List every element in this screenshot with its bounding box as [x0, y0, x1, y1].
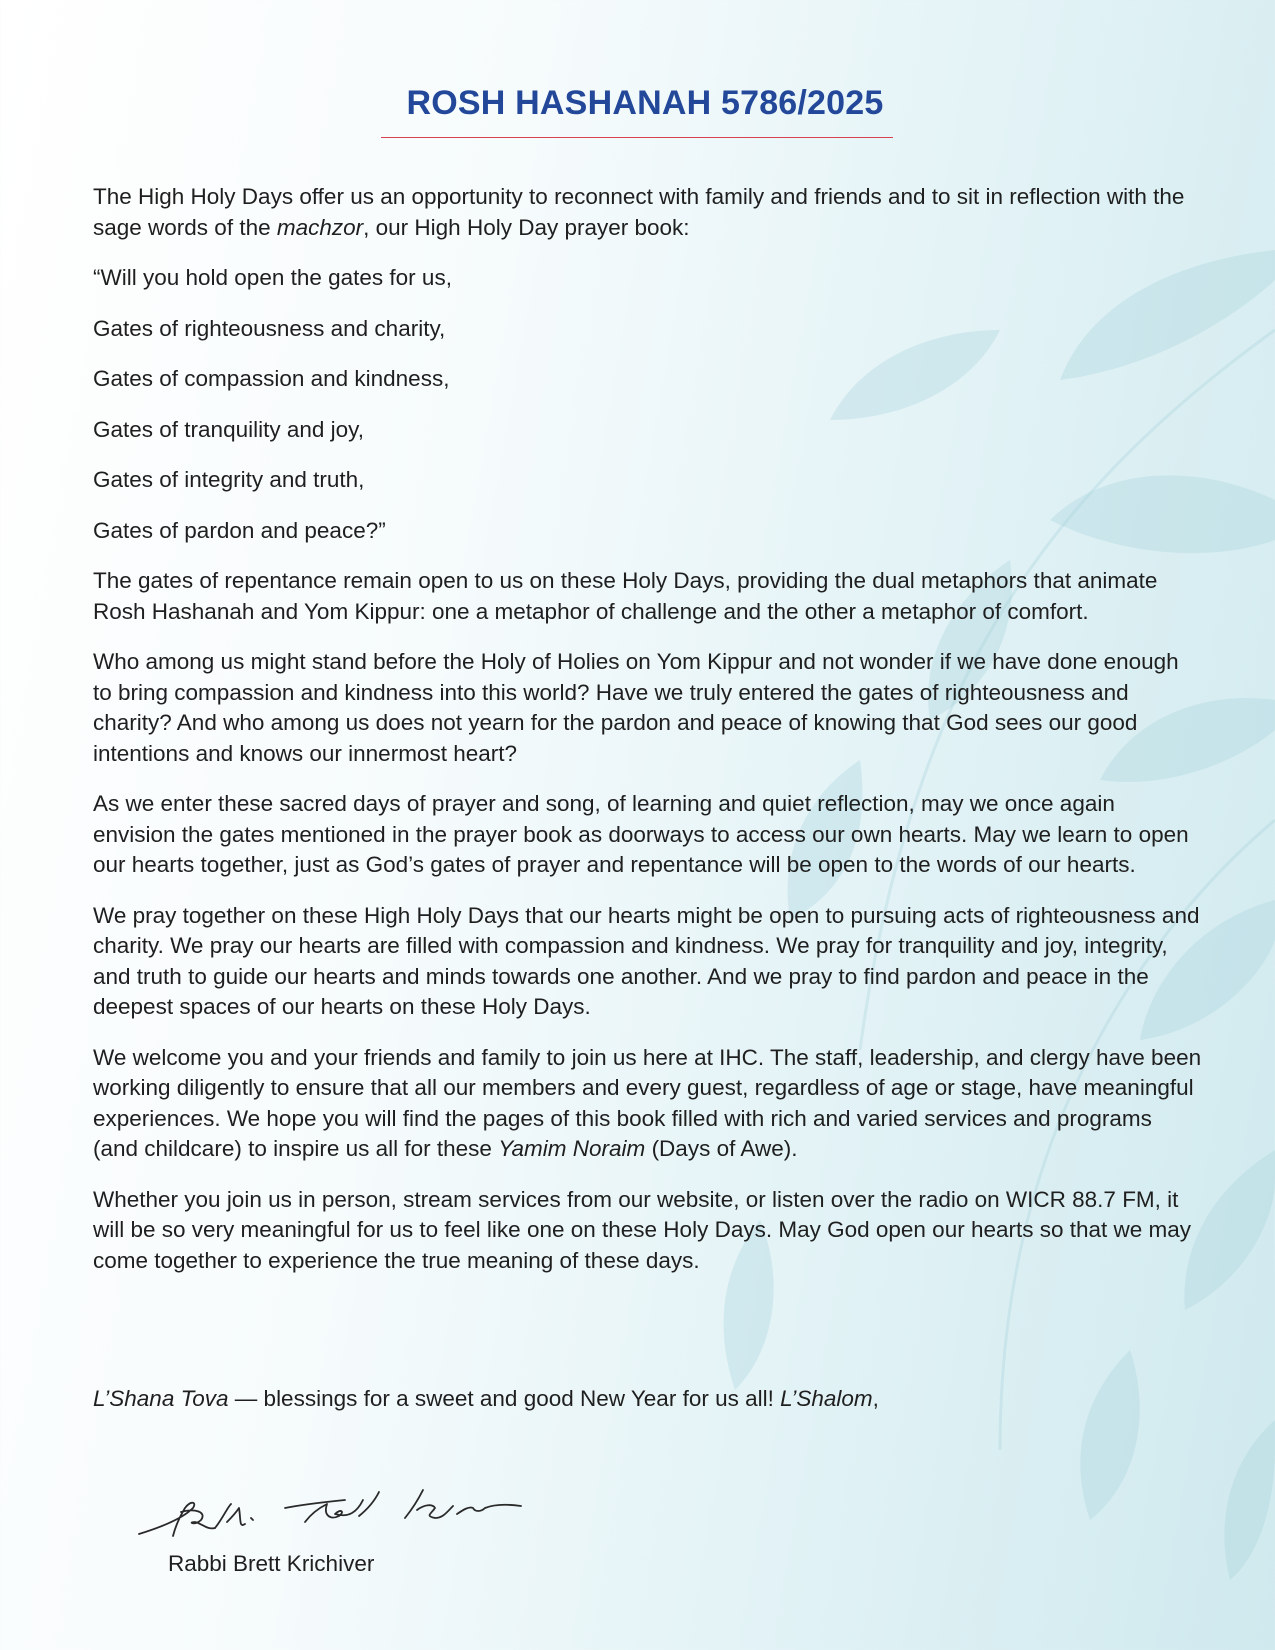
paragraph-holy-of-holies: Who among us might stand before the Holy of Holies on Yom Kippur and not wonder if we have done enough to bring compassion and kindness into this world? Have we truly entered the gates of righteousness and charity? And who among us does not yearn for the pardon and peace of knowing that God sees our good intentions and knows our innermost heart?: [93, 649, 1179, 766]
paragraph-streaming: Whether you join us in person, stream services from our website, or listen over the radio on WICR 88.7 FM, it will be so very meaningful for us to feel like one on these Holy Days. May God open our hearts so that we may come together to experience the true meaning of these days.: [93, 1186, 1192, 1273]
paragraph-sacred-days: As we enter these sacred days of prayer and song, of learning and quiet reflection, may we once again envision the gates mentioned in the prayer book as doorways to access our own hearts. May we learn to open our hearts together, just as God’s gates of prayer and repentance will be open to the words of our hearts.: [93, 791, 1189, 877]
title-underline: [381, 137, 893, 138]
verse-line: Gates of tranquility and joy,: [93, 416, 364, 442]
paragraph-intro: The High Holy Days offer us an opportunity to reconnect with family and friends and to sit in reflection with the sage words of the machzor, our High Holy Day prayer book:: [93, 184, 1185, 240]
verse-line: Gates of pardon and peace?”: [93, 517, 386, 543]
paragraph-gates: The gates of repentance remain open to us on these Holy Days, providing the dual metaphors that animate Rosh Hashanah and Yom Kippur: one a metaphor of challenge and the other a metaphor of comfort.: [93, 568, 1158, 624]
verse-line: Gates of compassion and kindness,: [93, 366, 450, 391]
letter-body: [93, 182, 1203, 1296]
verse-line: “Will you hold open the gates for us,: [93, 265, 452, 290]
signatory-name: Rabbi Brett Krichiver: [168, 1551, 375, 1576]
page-title: ROSH HASHANAH 5786/2025: [406, 84, 884, 122]
paragraph-pray-together: We pray together on these High Holy Days that our hearts might be open to pursuing acts of righteousness and charity. We pray our hearts are filled with compassion and kindness. We pray for tranquility and joy, integrity, and truth to guide our hearts and minds towards one another. And we pray to find pardon and peace in the deepest spaces of our hearts on these Holy Days.: [93, 902, 1200, 1019]
handwritten-signature: [135, 1478, 525, 1548]
closing-line: L’Shana Tova — blessings for a sweet and good New Year for us all! L’Shalom,: [93, 1386, 879, 1411]
verse-line: Gates of integrity and truth,: [93, 467, 365, 492]
paragraph-welcome: We welcome you and your friends and family to join us here at IHC. The staff, leadership, and clergy have been working diligently to ensure that all our members and every guest, regardless of age or stage, have meaningful experiences. We hope you will find the pages of this book filled with rich and varied services and programs (and childcare) to inspire us all for these Yamim Noraim (Days of Awe).: [93, 1044, 1202, 1161]
verse-line: Gates of righteousness and charity,: [93, 315, 446, 341]
